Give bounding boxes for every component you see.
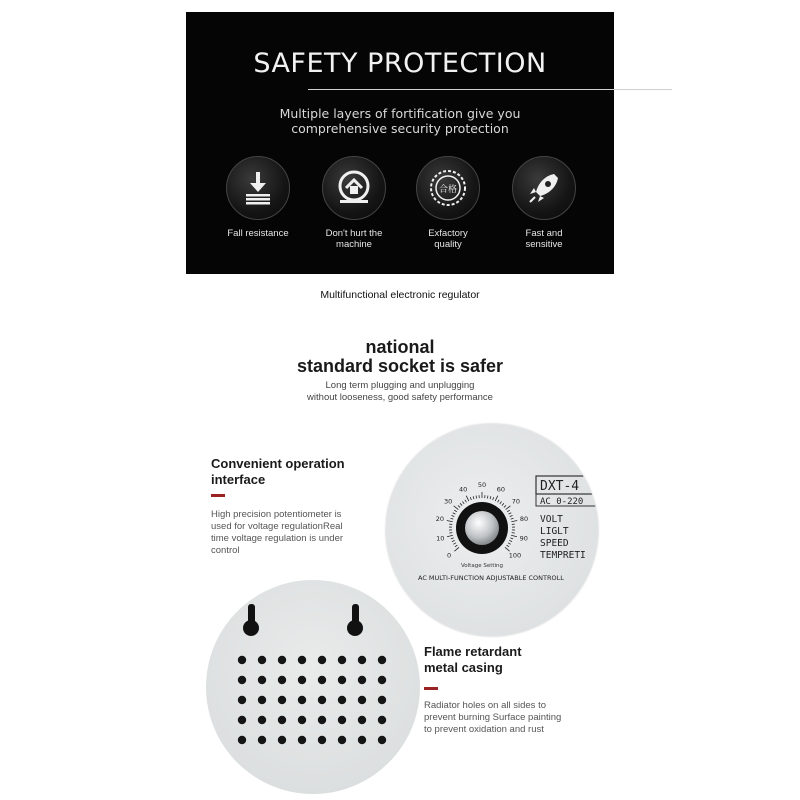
dial-tick xyxy=(508,543,511,544)
vent-hole xyxy=(258,656,266,664)
dial-tick xyxy=(502,503,504,505)
rocket-icon xyxy=(512,156,576,220)
fall-resistance-icon xyxy=(226,156,290,220)
vent-hole xyxy=(378,696,386,704)
dial-scale-label: 20 xyxy=(435,515,445,524)
range-label: AC 0-220 xyxy=(540,497,584,507)
voltage-setting-label: Voltage Setting xyxy=(460,563,504,569)
dial-tick xyxy=(450,518,453,519)
dial-tick xyxy=(505,547,510,551)
dial-scale-label: 100 xyxy=(508,551,522,560)
casing-title: Flame retardant metal casing xyxy=(424,644,522,675)
vent-hole xyxy=(298,716,306,724)
vent-hole xyxy=(258,716,266,724)
quality-seal-icon xyxy=(416,156,480,220)
casing-panel xyxy=(206,580,420,794)
feature-label: Fall resistance xyxy=(227,228,289,239)
mode-label: TEMPRETI xyxy=(540,550,586,561)
banner-subtitle-line2: comprehensive security protection xyxy=(291,121,509,136)
vent-hole xyxy=(238,696,246,704)
dial-tick xyxy=(510,515,513,516)
vent-hole xyxy=(378,736,386,744)
dial-tick xyxy=(476,496,477,499)
casing-accent-bar xyxy=(424,687,438,690)
vent-hole xyxy=(318,696,326,704)
casing-closeup xyxy=(206,580,420,794)
feature-machine-protection xyxy=(312,156,396,250)
socket-heading-line2: standard socket is safer xyxy=(296,356,504,376)
dial-tick xyxy=(454,506,459,510)
dial-tick xyxy=(487,496,488,499)
dial-tick xyxy=(465,500,467,503)
feature-exfactory-quality xyxy=(406,156,490,250)
vent-hole xyxy=(278,696,286,704)
dial-scale-label: 90 xyxy=(519,534,528,543)
dial-tick xyxy=(511,518,514,519)
control-panel-closeup xyxy=(386,424,598,636)
dial-tick xyxy=(507,510,510,512)
vent-hole xyxy=(358,696,366,704)
vent-hole xyxy=(318,736,326,744)
dial-scale-label: 60 xyxy=(496,485,505,494)
banner-subtitle-line1: Multiple layers of fortification give you xyxy=(279,106,521,121)
dial-tick xyxy=(470,497,471,500)
operation-accent-bar xyxy=(211,494,225,497)
dial-tick xyxy=(451,538,454,539)
dial-tick xyxy=(506,506,511,510)
casing-description: Radiator holes on all sides to prevent burning Surface painting to prevent oxidation and rust xyxy=(424,700,562,735)
vent-hole xyxy=(338,736,346,744)
feature-fall-resistance xyxy=(216,156,300,239)
safety-protection-banner xyxy=(186,12,614,274)
vent-hole xyxy=(358,736,366,744)
dial-tick xyxy=(462,501,464,503)
knob-cap xyxy=(465,511,499,545)
vent-hole xyxy=(318,716,326,724)
vent-hole xyxy=(258,736,266,744)
mode-label: LIGLT xyxy=(540,526,569,537)
dial-scale-label: 0 xyxy=(446,551,452,560)
vent-hole xyxy=(378,716,386,724)
feature-label: Fast and sensitive xyxy=(525,228,563,250)
vent-hole xyxy=(318,676,326,684)
dial-scale-label: 70 xyxy=(511,497,521,506)
dial-tick xyxy=(493,497,494,500)
vent-hole xyxy=(378,656,386,664)
mounting-slot-left xyxy=(243,604,259,636)
vent-hole xyxy=(298,736,306,744)
dial-tick xyxy=(454,510,457,512)
vent-hole xyxy=(298,676,306,684)
mounting-slot-right xyxy=(347,604,363,636)
dial-tick xyxy=(510,538,513,539)
dial-tick xyxy=(498,500,500,503)
dial-tick xyxy=(500,501,502,503)
dial-tick xyxy=(466,496,469,501)
dial-scale-label: 10 xyxy=(436,534,445,543)
socket-sub-line2: without looseness, good safety performance xyxy=(307,392,493,403)
dial-tick xyxy=(453,513,456,514)
vent-hole xyxy=(258,676,266,684)
vent-hole xyxy=(338,656,346,664)
vent-hole xyxy=(378,676,386,684)
banner-title: SAFETY PROTECTION xyxy=(253,48,547,79)
dial-tick xyxy=(504,505,506,507)
vent-hole xyxy=(298,656,306,664)
vent-hole xyxy=(278,716,286,724)
dial-scale-label: 50 xyxy=(477,481,487,489)
operation-description: High precision potentiometer is used for voltage regulationReal time voltage regulation is under control xyxy=(211,509,344,556)
dial-tick xyxy=(455,545,457,547)
vent-hole xyxy=(278,676,286,684)
vent-hole xyxy=(238,676,246,684)
dial-tick xyxy=(509,513,512,514)
vent-hole xyxy=(238,716,246,724)
dial-tick xyxy=(452,540,455,541)
dial-tick xyxy=(511,521,517,522)
dial-tick xyxy=(453,543,456,544)
mode-label: SPEED xyxy=(540,538,569,549)
feature-label: Exfactory quality xyxy=(428,228,468,250)
vent-hole xyxy=(258,696,266,704)
dial-tick xyxy=(447,535,453,536)
dial-tick xyxy=(447,521,453,522)
vent-hole xyxy=(358,656,366,664)
dial-panel xyxy=(386,424,598,636)
dial-tick xyxy=(511,535,517,536)
dial-tick xyxy=(495,496,498,501)
vent-hole xyxy=(278,656,286,664)
dial-tick xyxy=(460,503,462,505)
radiator-holes xyxy=(238,656,386,744)
operation-title: Convenient operation interface xyxy=(211,456,345,487)
vent-hole xyxy=(338,716,346,724)
feature-label: Don't hurt the machine xyxy=(325,228,383,250)
dial-tick xyxy=(473,496,474,499)
dial-scale-label: 80 xyxy=(519,515,529,524)
dial-scale-label: 30 xyxy=(443,497,453,506)
machine-protection-icon xyxy=(322,156,386,220)
vent-hole xyxy=(278,736,286,744)
dial-tick xyxy=(458,505,460,507)
mode-label: VOLT xyxy=(540,514,563,525)
dial-tick xyxy=(509,540,512,541)
vent-hole xyxy=(238,656,246,664)
banner-divider xyxy=(308,89,678,90)
vent-hole xyxy=(318,656,326,664)
product-caption: Multifunctional electronic regulator xyxy=(320,289,480,301)
feature-fast-sensitive xyxy=(502,156,586,250)
controller-bottom-label: AC MULTI-FUNCTION ADJUSTABLE CONTROLL xyxy=(418,574,564,582)
dial-tick xyxy=(454,547,459,551)
model-label: DXT-4 xyxy=(540,479,580,494)
socket-heading-line1: national xyxy=(365,337,435,357)
vent-hole xyxy=(338,676,346,684)
banner-divider-dot xyxy=(672,85,681,94)
socket-sub-line1: Long term plugging and unplugging xyxy=(325,380,475,391)
dial-tick xyxy=(507,545,509,547)
seal-text: 合格 xyxy=(438,185,458,195)
vent-hole xyxy=(298,696,306,704)
vent-hole xyxy=(338,696,346,704)
vent-hole xyxy=(358,676,366,684)
vent-hole xyxy=(238,736,246,744)
dial-tick xyxy=(451,515,454,516)
dial-tick xyxy=(490,496,491,499)
dial-scale-label: 40 xyxy=(459,485,468,494)
vent-hole xyxy=(358,716,366,724)
